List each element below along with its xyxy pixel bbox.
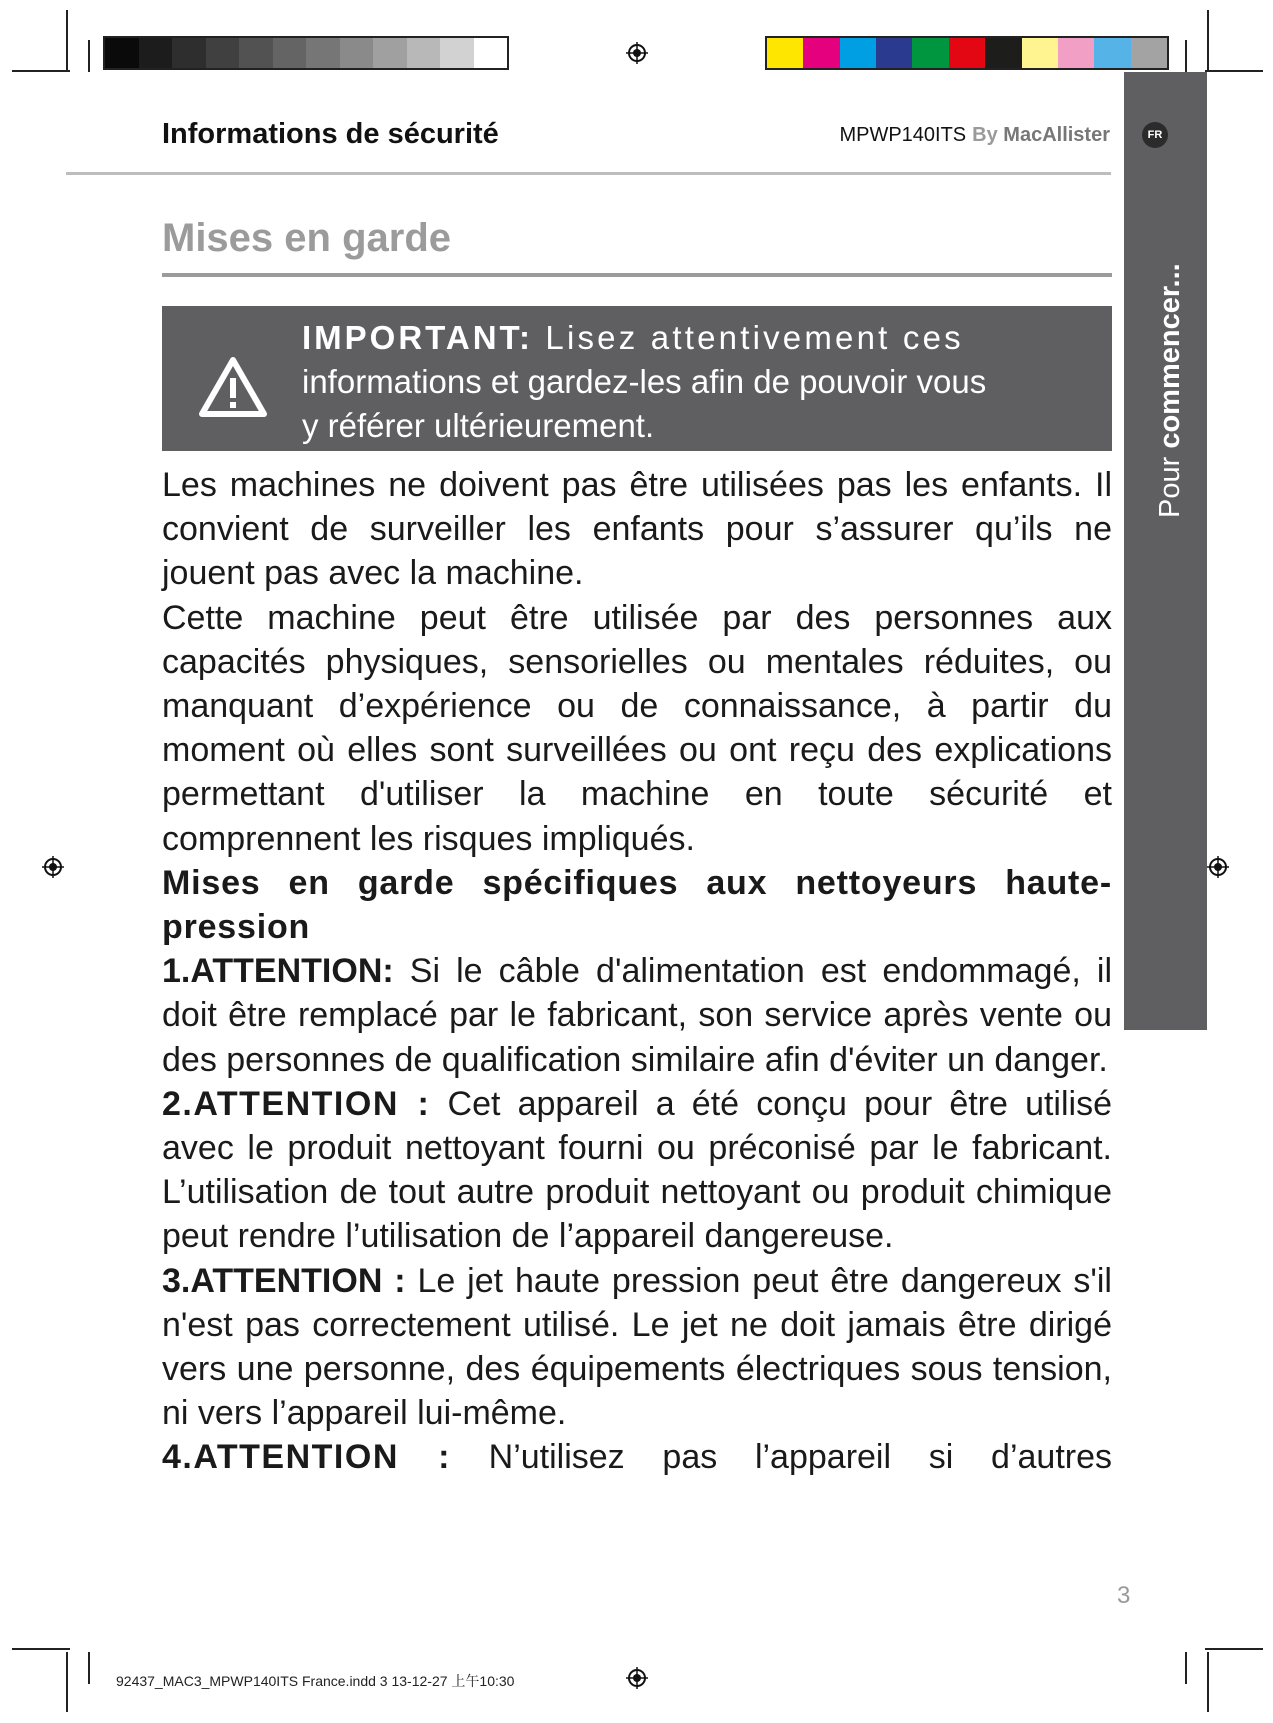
crop-mark	[1205, 70, 1263, 72]
warning-triangle-icon	[198, 356, 268, 418]
page-header-title: Informations de sécurité	[162, 118, 499, 150]
grayscale-swatch	[373, 38, 407, 68]
registration-mark-icon	[1207, 856, 1229, 878]
crop-mark	[12, 1648, 70, 1650]
warning-item-2	[162, 1082, 1112, 1259]
grayscale-swatch	[474, 38, 508, 68]
important-notice	[162, 306, 1112, 451]
header-divider	[66, 172, 1111, 175]
crop-mark	[1207, 10, 1209, 70]
important-notice-text	[302, 316, 1092, 448]
warning-label: 4.ATTENTION :	[162, 1438, 451, 1477]
language-badge: FR	[1142, 122, 1168, 148]
section-divider	[162, 273, 1112, 277]
section-title: Mises en garde	[162, 216, 452, 260]
crop-mark	[66, 1652, 68, 1712]
chapter-tab-label-regular: Pour	[1154, 448, 1186, 518]
grayscale-swatch	[139, 38, 173, 68]
warning-text: N’utilisez pas l’appareil si d’autres	[450, 1438, 1112, 1477]
product-model-label	[839, 124, 1110, 147]
color-swatch	[1094, 38, 1130, 68]
grayscale-swatch	[440, 38, 474, 68]
page-number: 3	[1117, 1582, 1131, 1609]
warning-text: Si le câble d'alimentation est endommagé, il doit être remplacé par le fabricant, son service après vente ou des personnes de qualification similaire afin d'éviter un danger.	[162, 952, 1112, 1079]
registration-mark-icon	[626, 1667, 648, 1689]
warning-label: 1.ATTENTION:	[162, 952, 394, 991]
model-number: MPWP140ITS	[839, 124, 967, 146]
paragraph-reduced-capacities: Cette machine peut être utilisée par des personnes aux capacités physiques, sensorielles ou mentales réduites, ou manquant d’expérience ou de connaissance, à partir du moment où elles sont surveillées ou ont reçu des explications permettant d'utiliser la machine en toute sécurité et comprennent les risques impliqués.	[162, 598, 1112, 858]
important-line-2: informations et gardez-les afin de pouvoir vous	[302, 363, 987, 400]
chapter-tab-label	[1154, 263, 1187, 518]
chapter-side-tab	[1124, 72, 1207, 1030]
warning-text: Cet appareil a été conçu pour être utilisé avec le produit nettoyant fourni ou préconisé par le fabricant. L’utilisation de tout autre produit nettoyant ou produit chimique peut rendre l’utilisation de l’appareil dangereuse.	[162, 1084, 1113, 1256]
crop-mark	[1185, 40, 1187, 72]
crop-mark	[88, 1652, 90, 1684]
color-swatch	[1022, 38, 1058, 68]
warning-label: 3.ATTENTION :	[162, 1261, 406, 1300]
grayscale-swatch	[273, 38, 307, 68]
grayscale-color-bar	[103, 36, 509, 70]
color-swatch	[985, 38, 1021, 68]
grayscale-swatch	[206, 38, 240, 68]
color-swatch	[949, 38, 985, 68]
color-swatch	[876, 38, 912, 68]
crop-mark	[1207, 1652, 1209, 1712]
safety-body-text	[162, 463, 1112, 1480]
grayscale-swatch	[407, 38, 441, 68]
chapter-tab-label-bold: commencer...	[1154, 263, 1186, 449]
warning-text: Le jet haute pression peut être dangereux s'il n'est pas correctement utilisé. Le jet ne doit jamais être dirigé vers une personne, des équipements électriques sous tension, ni vers l’appareil lui-même.	[162, 1261, 1112, 1433]
crop-mark	[1185, 1652, 1187, 1684]
grayscale-swatch	[306, 38, 340, 68]
warning-item-4	[162, 1435, 1112, 1479]
brand-logo: MacAllister	[1003, 124, 1110, 146]
warning-label: 2.ATTENTION :	[162, 1084, 431, 1123]
warning-item-3	[162, 1259, 1112, 1436]
color-swatch	[767, 38, 803, 68]
crop-mark	[12, 70, 70, 72]
grayscale-swatch	[340, 38, 374, 68]
important-line-1: Lisez attentivement ces	[533, 319, 964, 356]
paragraph-children: Les machines ne doivent pas être utilisées pas les enfants. Il convient de surveiller les enfants pour s’assurer qu’ils ne jouent pas avec la machine.	[162, 466, 1112, 593]
important-line-3: y référer ultérieurement.	[302, 407, 655, 444]
important-label: IMPORTANT:	[302, 319, 534, 356]
grayscale-swatch	[239, 38, 273, 68]
registration-mark-icon	[42, 856, 64, 878]
grayscale-swatch	[105, 38, 139, 68]
color-swatch	[803, 38, 839, 68]
subheading-specific-warnings: Mises en garde spécifiques aux nettoyeurs haute-pression	[162, 863, 1112, 947]
print-slug: 92437_MAC3_MPWP140ITS France.indd 3 13-12-27 上午10:30	[116, 1673, 515, 1689]
color-swatch	[912, 38, 948, 68]
crop-mark	[1205, 1648, 1263, 1650]
process-color-bar	[765, 36, 1169, 70]
grayscale-swatch	[172, 38, 206, 68]
warning-item-1	[162, 949, 1112, 1082]
registration-mark-icon	[626, 42, 648, 64]
color-swatch	[1058, 38, 1094, 68]
color-swatch	[840, 38, 876, 68]
crop-mark	[66, 10, 68, 70]
color-swatch	[1131, 38, 1167, 68]
brand-by: By	[972, 124, 998, 146]
crop-mark	[88, 40, 90, 72]
